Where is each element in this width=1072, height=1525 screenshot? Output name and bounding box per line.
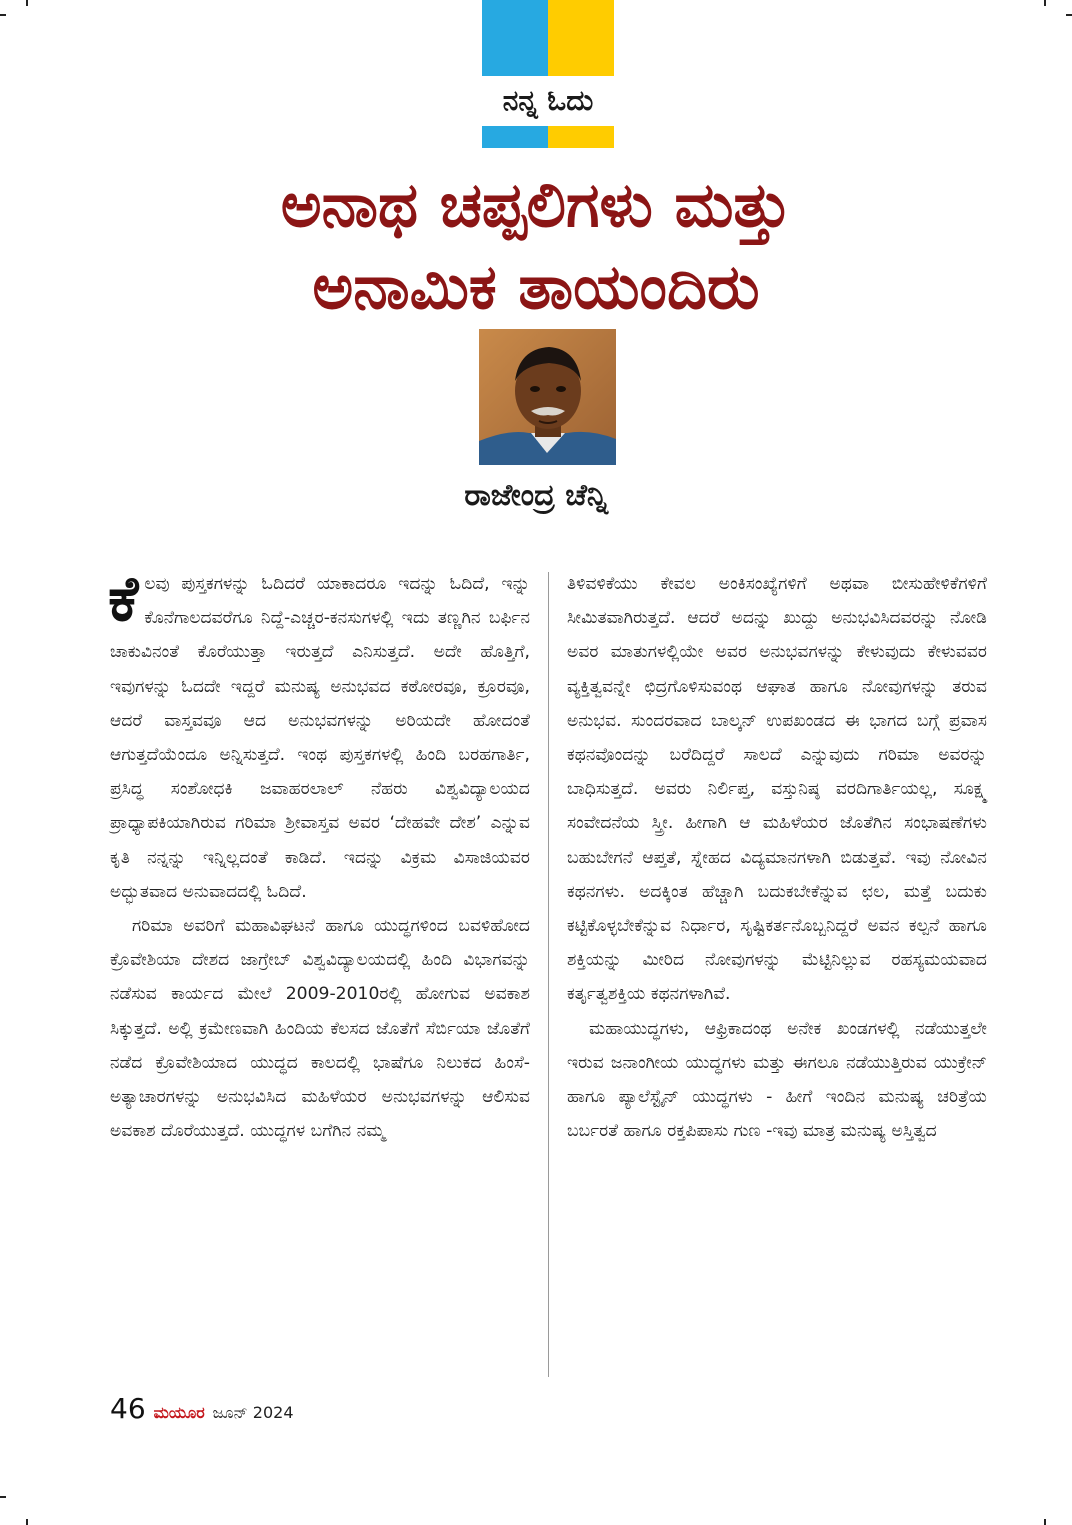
headline-line-1: ಅನಾಥ ಚಪ್ಪಲಿಗಳು ಮತ್ತು <box>280 168 792 241</box>
section-badge <box>482 0 614 148</box>
headline-line-2: ಅನಾಮಿಕ ತಾಯಂದಿರು <box>312 250 760 323</box>
article-paragraph: ಗರಿಮಾ ಅವರಿಗೆ ಮಹಾವಿಘಟನೆ ಹಾಗೂ ಯುದ್ಧಗಳಿಂದ ಬವಳಿಹೋದ ಕ್ರೊವೇಶಿಯಾ ದೇಶದ ಜಾಗ್ರೇಬ್ ವಿಶ್ವವಿದ್ಯಾಲಯದಲ್ಲಿ ಹಿಂದಿ ವಿಭಾಗವನ್ನು ನಡೆಸುವ ಕಾರ್ಯದ ಮೇಲೆ 2009-2010ರಲ್ಲಿ ಹೋಗುವ ಅವಕಾಶ ಸಿಕ್ಕುತ್ತದೆ. ಅಲ್ಲಿ ಕ್ರಮೇಣವಾಗಿ ಹಿಂದಿಯ ಕೆಲಸದ ಜೊತೆಗೆ ಸೆರ್ಬಿಯಾ ಜೊತೆಗೆ ನಡೆದ ಕ್ರೊವೇಶಿಯಾದ ಯುದ್ಧದ ಕಾಲದಲ್ಲಿ ಭಾಷೆಗೂ ನಿಲುಕದ ಹಿಂಸೆ-ಅತ್ಯಾಚಾರಗಳನ್ನು ಅನುಭವಿಸಿದ ಮಹಿಳೆಯರ ಅನುಭವಗಳನ್ನು ಆಲಿಸುವ ಅವಕಾಶ ದೊರೆಯುತ್ತದೆ. ಯುದ್ಧಗಳ ಬಗೆಗಿನ ನಮ್ಮ <box>110 916 530 1142</box>
issue-date: ಜೂನ್ 2024 <box>212 1403 294 1422</box>
magazine-name: ಮಯೂರ <box>153 1403 205 1422</box>
article-paragraph: ತಿಳಿವಳಿಕೆಯು ಕೇವಲ ಅಂಕಿಸಂಖ್ಯೆಗಳಿಗೆ ಅಥವಾ ಬೀಸುಹೇಳಿಕೆಗಳಿಗೆ ಸೀಮಿತವಾಗಿರುತ್ತದೆ. ಆದರೆ ಅದನ್ನು ಖುದ್ದು ಅನುಭವಿಸಿದವರನ್ನು ನೋಡಿ ಅವರ ಮಾತುಗಳಲ್ಲಿಯೇ ಅವರ ಅನುಭವಗಳನ್ನು ಕೇಳುವುದು ಕೇಳುವವರ ವ್ಯಕ್ತಿತ್ವವನ್ನೇ ಛಿದ್ರಗೊಳಿಸುವಂಥ ಆಘಾತ ಹಾಗೂ ನೋವುಗಳನ್ನು ತರುವ ಅನುಭವ. ಸುಂದರವಾದ ಬಾಲ್ಕನ್ ಉಪಖಂಡದ ಈ ಭಾಗದ ಬಗ್ಗೆ ಪ್ರವಾಸ ಕಥನವೊಂದನ್ನು ಬರೆದಿದ್ದರೆ ಸಾಲದೆ ಎನ್ನುವುದು ಗರಿಮಾ ಅವರನ್ನು ಬಾಧಿಸುತ್ತದೆ. ಅವರು ನಿರ್ಲಿಪ್ತ, ವಸ್ತುನಿಷ್ಠ ವರದಿಗಾರ್ತಿಯಲ್ಲ, ಸೂಕ್ಷ್ಮ ಸಂವೇದನೆಯ ಸ್ತ್ರೀ. ಹೀಗಾಗಿ ಆ ಮಹಿಳೆಯರ ಜೊತೆಗಿನ ಸಂಭಾಷಣೆಗಳು ಬಹುಬೇಗನೆ ಆಪ್ತತೆ, ಸ್ನೇಹದ ವಿದ್ಯಮಾನಗಳಾಗಿ ಬಿಡುತ್ತವೆ. ಇವು ನೋವಿನ ಕಥನಗಳು. ಅದಕ್ಕಿಂತ ಹೆಚ್ಚಾಗಿ ಬದುಕಬೇಕೆನ್ನುವ ಛಲ, ಮತ್ತೆ ಬದುಕು ಕಟ್ಟಿಕೊಳ್ಳಬೇಕೆನ್ನುವ ನಿರ್ಧಾರ, ಸೃಷ್ಟಿಕರ್ತನೊಬ್ಬನಿದ್ದರೆ ಅವನ ಕಲ್ಪನೆ ಹಾಗೂ ಶಕ್ತಿಯನ್ನು ಮೀರಿದ ನೋವುಗಳನ್ನು ಮೆಟ್ಟಿನಿಲ್ಲುವ ರಹಸ್ಯಮಯವಾದ ಕರ್ತೃತ್ವಶಕ್ತಿಯ ಕಥನಗಳಾಗಿವೆ. <box>567 574 987 1005</box>
crop-mark-top-left-v <box>26 0 28 6</box>
crop-mark-top-left <box>0 14 6 16</box>
crop-mark-bottom-right-v <box>1044 1519 1046 1525</box>
author-name: ರಾಜೇಂದ್ರ ಚೆನ್ನಿ <box>464 478 608 513</box>
article-column-left <box>108 562 530 1148</box>
page-number: 46 <box>110 1392 146 1425</box>
article-paragraph: ಮಹಾಯುದ್ಧಗಳು, ಆಫ್ರಿಕಾದಂಥ ಅನೇಕ ಖಂಡಗಳಲ್ಲಿ ನಡೆಯುತ್ತಲೇ ಇರುವ ಜನಾಂಗೀಯ ಯುದ್ಧಗಳು ಮತ್ತು ಈಗಲೂ ನಡೆಯುತ್ತಿರುವ ಯುಕ್ರೇನ್ ಹಾಗೂ ಪ್ಯಾಲೆಸ್ಟೈನ್ ಯುದ್ಧಗಳು - ಹೀಗೆ ಇಂದಿನ ಮನುಷ್ಯ ಚರಿತ್ರೆಯ ಬರ್ಬರತೆ ಹಾಗೂ ರಕ್ತಪಿಪಾಸು ಗುಣ -ಇವು ಮಾತ್ರ ಮನುಷ್ಯ ಅಸ್ತಿತ್ವದ <box>567 1018 987 1142</box>
crop-mark-top-right <box>1066 14 1072 16</box>
drop-cap: ಕೆ <box>108 562 139 635</box>
page-footer <box>110 1392 294 1425</box>
column-divider <box>548 572 549 1377</box>
author-photo <box>479 329 616 465</box>
paragraph-text: ಲವು ಪುಸ್ತಕಗಳನ್ನು ಓದಿದರೆ ಯಾಕಾದರೂ ಇದನ್ನು ಓದಿದೆ, ಇನ್ನು ಕೊನೆಗಾಲದವರೆಗೂ ನಿದ್ದೆ-ಎಚ್ಚರ-ಕನಸುಗಳಲ್ಲಿ ಇದು ತಣ್ಣಗಿನ ಬರ್ಫಿನ ಚಾಕುವಿನಂತೆ ಕೊರೆಯುತ್ತಾ ಇರುತ್ತದೆ ಎನಿಸುತ್ತದೆ. ಅದೇ ಹೊತ್ತಿಗೆ, ಇವುಗಳನ್ನು ಓದದೇ ಇದ್ದರೆ ಮನುಷ್ಯ ಅನುಭವದ ಕಠೋರವೂ, ಕ್ರೂರವೂ, ಆದರೆ ವಾಸ್ತವವೂ ಆದ ಅನುಭವಗಳನ್ನು ಅರಿಯದೇ ಹೋದಂತೆ ಆಗುತ್ತದೆಯೆಂದೂ ಅನ್ನಿಸುತ್ತದೆ. ಇಂಥ ಪುಸ್ತಕಗಳಲ್ಲಿ ಹಿಂದಿ ಬರಹಗಾರ್ತಿ, ಪ್ರಸಿದ್ಧ ಸಂಶೋಧಕಿ ಜವಾಹರಲಾಲ್ ನೆಹರು ವಿಶ್ವವಿದ್ಯಾಲಯದ ಪ್ರಾಧ್ಯಾಪಕಿಯಾಗಿರುವ ಗರಿಮಾ ಶ್ರೀವಾಸ್ತವ ಅವರ ‘ದೇಹವೇ ದೇಶ’ ಎನ್ನುವ ಕೃತಿ ನನ್ನನ್ನು ಇನ್ನಿಲ್ಲದಂತೆ ಕಾಡಿದೆ. ಇದನ್ನು ವಿಕ್ರಮ ವಿಸಾಜಿಯವರ ಅದ್ಭುತವಾದ ಅನುವಾದದಲ್ಲಿ ಓದಿದೆ. <box>110 574 530 902</box>
crop-mark-top-right-v <box>1044 0 1046 6</box>
section-label: ನನ್ನ ಓದು <box>482 76 614 126</box>
crop-mark-bottom-left <box>0 1496 6 1498</box>
article-paragraph <box>108 562 530 909</box>
article-column-right <box>567 567 987 1148</box>
crop-mark-bottom-left-v <box>26 1519 28 1525</box>
